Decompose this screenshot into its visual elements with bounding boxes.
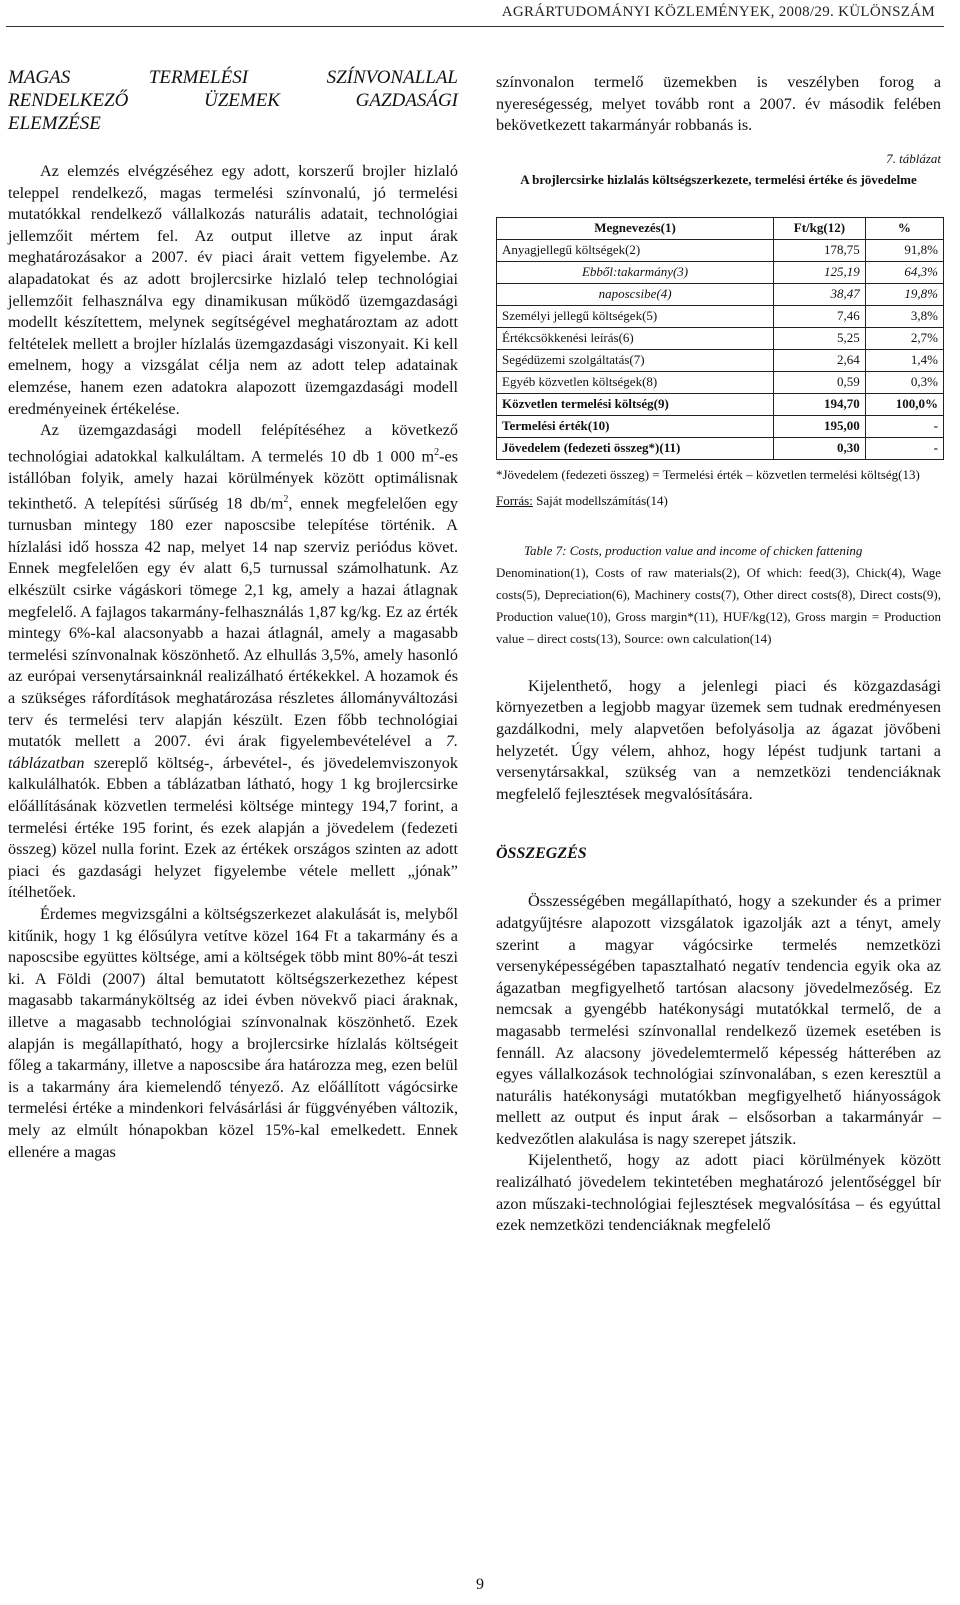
table-row [497, 327, 944, 349]
paragraph: Az elemzés elvégzéséhez egy adott, korszerű brojler hizlaló teleppel rendelkező, magas termelési színvonalú, jó termelési mutatókkal rendelkező vállalkozás naturális adatait, technológiai jellemzőit mértem fel. Az output illetve az input árak meghatározásakor a 2007. év piaci árait vettem figyelembe. Az alapadatokat és az adott brojlercsirke hizlaló telep technológiai jellemzőit felhasználva egy dinamikusan működő üzemgazdasági modellt készítettem, melynek segítségével meghatároztam az adott feltételek mellett a brojler hízlalás üzemgazdasági viszonyait. Ki kell emelnem, hogy a vizsgálat célja nem az adott telep adatainak elemzése, hanem ezen adatokra alapozott üzemgazdasági modell eredményeinek értékelése. [8, 162, 458, 418]
table-source [496, 490, 941, 512]
heading-line: ELEMZÉSE [8, 113, 101, 134]
table-row [497, 437, 944, 459]
english-caption-title: Table 7: Costs, production value and income of chicken fattening [524, 542, 863, 558]
cost-table [496, 217, 944, 460]
percent-cell: 91,8% [865, 239, 943, 261]
percent-cell: - [865, 415, 943, 437]
row-label-cell: Termelési érték(10) [497, 415, 774, 437]
paragraph: Összességében megállapítható, hogy a szekunder és a primer adatgyűjtésre alapozott vizsgálatok igazolják azt a tényt, amely szerint a magyar vágócsirke termelés nemzetközi versenyképességében tapasztalható negatív tendencia egyik oka az ágazatban megfigyelhető tartósan alacsony jövedelmezőség. Ez nemcsak a gyengébb hatékonysági mutatókkal termelő, de a magasabb termelési színvonallal rendelkező üzemek esetében is fennáll. Az alacsony jövedelemtermelő képesség hátterében az egyes vállalkozások technológiai színvonalában, s ezen keresztül a naturális hatékonysági mutatókban megfigyelhető hiányosságok mellett az output és input árak – elsősorban a takarmányár – kedvezőtlen alakulása is nagy szerepet játszik. [496, 892, 941, 1148]
percent-cell: 0,3% [865, 371, 943, 393]
value-cell: 2,64 [774, 349, 866, 371]
paragraph: színvonalon termelő üzemekben is veszélyben forog a nyereségesség, melyet tovább ront a 2007. év második felében bekövetkezett takarmányár robbanás is. [496, 73, 941, 135]
table-row [497, 239, 944, 261]
english-caption-legend: Denomination(1), Costs of raw materials(2), Of which: feed(3), Chick(4), Wage costs(5), Depreciation(6), Machinery costs(7), Other direct costs(8), Direct costs(9), Production value(10), Gross margin*(11), HUF/kg(12), Gross margin = Production value – direct costs(13), Source: own calculation(14) [496, 564, 941, 646]
value-cell: 0,59 [774, 371, 866, 393]
value-cell: 194,70 [774, 393, 866, 415]
percent-cell: 2,7% [865, 327, 943, 349]
row-label-cell: Személyi jellegű költségek(5) [497, 305, 774, 327]
left-column [8, 66, 458, 1163]
value-cell: 0,30 [774, 437, 866, 459]
header-cell: % [865, 217, 943, 239]
percent-cell: - [865, 437, 943, 459]
text-run: Az üzemgazdasági modell felépítéséhez a következő technológiai adatokkal kalkuláltam. A termelés 10 db 1 000 m [8, 421, 458, 466]
percent-cell: 1,4% [865, 349, 943, 371]
row-label-cell: Egyéb közvetlen költségek(8) [497, 371, 774, 393]
table-row [497, 415, 944, 437]
value-cell: 7,46 [774, 305, 866, 327]
value-cell: 178,75 [774, 239, 866, 261]
row-label-cell: Segédüzemi szolgáltatás(7) [497, 349, 774, 371]
percent-cell: 64,3% [865, 261, 943, 283]
text-run: -es istállóban folyik, amely hazai körülmények között optimálisnak tekinthető. A telepítési sűrűség 18 db/m [8, 447, 458, 513]
paragraph: Kijelenthető, hogy a jelenlegi piaci és közgazdasági környezetben a legjobb magyar üzemek sem tudnak eredményesen gazdálkodni, mely alapvetően befolyásolja az ágazat jövőbeni helyzetét. Úgy vélem, ahhoz, hogy lépést tudjunk tartani a versenytársakkal, szükség van a nemzetközi tendenciáknak megfelelő fejlesztések megvalósítására. [496, 676, 941, 803]
row-label-cell: Ebből:takarmány(3) [497, 261, 774, 283]
running-header [0, 0, 960, 28]
english-caption [496, 540, 941, 562]
paragraph: Érdemes megvizsgálni a költségszerkezet alakulását is, melyből kitűnik, hogy 1 kg élősúlyra vetítve közel 164 Ft a takarmány és a naposcsibe együttes költsége, ami a költségek több mint 80%-át teszi ki. A Földi (2007) által bemutatott költségszerkezethez képest magasabb takarmányköltség az idei évben növekvő piaci áraknak, illetve a magasabb technológiai színvonalnak köszönhető. Ezek alapján is megállapítható, hogy a brojlercsirke hízlalás költségeit főleg a takarmány, illetve a naposcsibe ára határozza meg, ezen belül is a takarmány ára kiemelendő tényező. Az előállított vágócsirke termelési értéke a mindenkori felvásárlási ár függvényében változik, mely az elmúlt hónapokban közel 15%-kal emelkedett. Ennek ellenére a magas [8, 904, 458, 1161]
right-column [496, 72, 941, 1237]
journal-title: AGRÁRTUDOMÁNYI KÖZLEMÉNYEK, 2008/29. KÜLÖNSZÁM [501, 4, 935, 20]
table-caption: A brojlercsirke hizlalás költségszerkezete, termelési értéke és jövedelme [520, 171, 917, 187]
paragraph: Kijelenthető, hogy az adott piaci körülmények között realizálható jövedelem tekintetében meghatározó jelentőséggel bír azon műszaki-technológiai fejlesztések megvalósítása – és egyúttal ezek nemzetközi tendenciáknak megfelelő [496, 1151, 941, 1235]
table-row [497, 349, 944, 371]
header-cell: Ft/kg(12) [774, 217, 866, 239]
superscript: 2 [283, 494, 289, 506]
header-cell: Megnevezés(1) [497, 217, 774, 239]
paragraph [8, 420, 458, 904]
table-header-row [497, 217, 944, 239]
value-cell: 195,00 [774, 415, 866, 437]
table-row [497, 283, 944, 305]
heading-line: RENDELKEZŐ ÜZEMEK GAZDASÁGI [8, 90, 458, 111]
value-cell: 125,19 [774, 261, 866, 283]
percent-cell: 100,0% [865, 393, 943, 415]
percent-cell: 19,8% [865, 283, 943, 305]
page-number: 9 [476, 1576, 484, 1593]
source-label: Forrás: [496, 492, 533, 508]
row-label-cell: Közvetlen termelési költség(9) [497, 393, 774, 415]
row-label-cell: naposcsibe(4) [497, 283, 774, 305]
table-row [497, 371, 944, 393]
value-cell: 38,47 [774, 283, 866, 305]
header-rule [6, 26, 944, 27]
table-footnote: *Jövedelem (fedezeti összeg) = Termelési érték – közvetlen termelési költség(13) [496, 466, 920, 482]
superscript: 2 [434, 446, 440, 458]
text-run: , ennek megfelelően egy turnusban mintegy 180 ezer naposcsibe telepítése történik. A hízlalási idő hossza 42 nap, melyet 14 nap szerviz periódus követ. Ennek megfelelően egy év alatt 6,5 turnussal számolhatunk. Az elkészült csirke vágáskori tömege 2,1 kg, amely a hazai átlagnak megfelelő. A fajlagos takarmány-felhasználás 1,87 kg/kg. Ez az érték mintegy 6%-kal alacsonyabb a hazai átlagnál, amely a magasabb termelési színvonalnak köszönhető. Az elhullás 3,5%, amely hasonló az európai versenytársainknál realizálható értékekkel. A hozamok és a szükséges ráfordítások meghatározása részletes állományváltozási terv és termelési terv alapján készült. Ezen főbb technológiai mutatók mellett a 2007. évi árak figyelembevételével a [8, 494, 458, 751]
table-reference: 7. táblázatban [8, 732, 458, 772]
section-heading [8, 66, 458, 135]
row-label-cell: Értékcsökkenési leírás(6) [497, 327, 774, 349]
source-text: Saját modellszámítás(14) [532, 492, 668, 508]
summary-heading: ÖSSZEGZÉS [496, 845, 587, 863]
table-row [497, 305, 944, 327]
percent-cell: 3,8% [865, 305, 943, 327]
table-label: 7. táblázat [886, 150, 941, 166]
table-row [497, 261, 944, 283]
heading-line: MAGAS TERMELÉSI SZÍNVONALLAL [8, 67, 458, 88]
row-label-cell: Anyagjellegű költségek(2) [497, 239, 774, 261]
table-row [497, 393, 944, 415]
row-label-cell: Jövedelem (fedezeti összeg*)(11) [497, 437, 774, 459]
text-run: szereplő költség-, árbevétel-, és jövedelemviszonyok kalkulálhatók. Ebben a táblázatban látható, hogy 1 kg brojlercsirke előállításának közvetlen termelési költsége mintegy 194,7 forint, a termelési értéke 195 forint, és ezek alapján a jövedelem (fedezeti összeg) közel nulla forint. Ezek az értékek országos szinten az adott piaci és gazdasági helyzet figyelembe vétele mellett „jónak” ítélhetőek. [8, 753, 458, 902]
value-cell: 5,25 [774, 327, 866, 349]
